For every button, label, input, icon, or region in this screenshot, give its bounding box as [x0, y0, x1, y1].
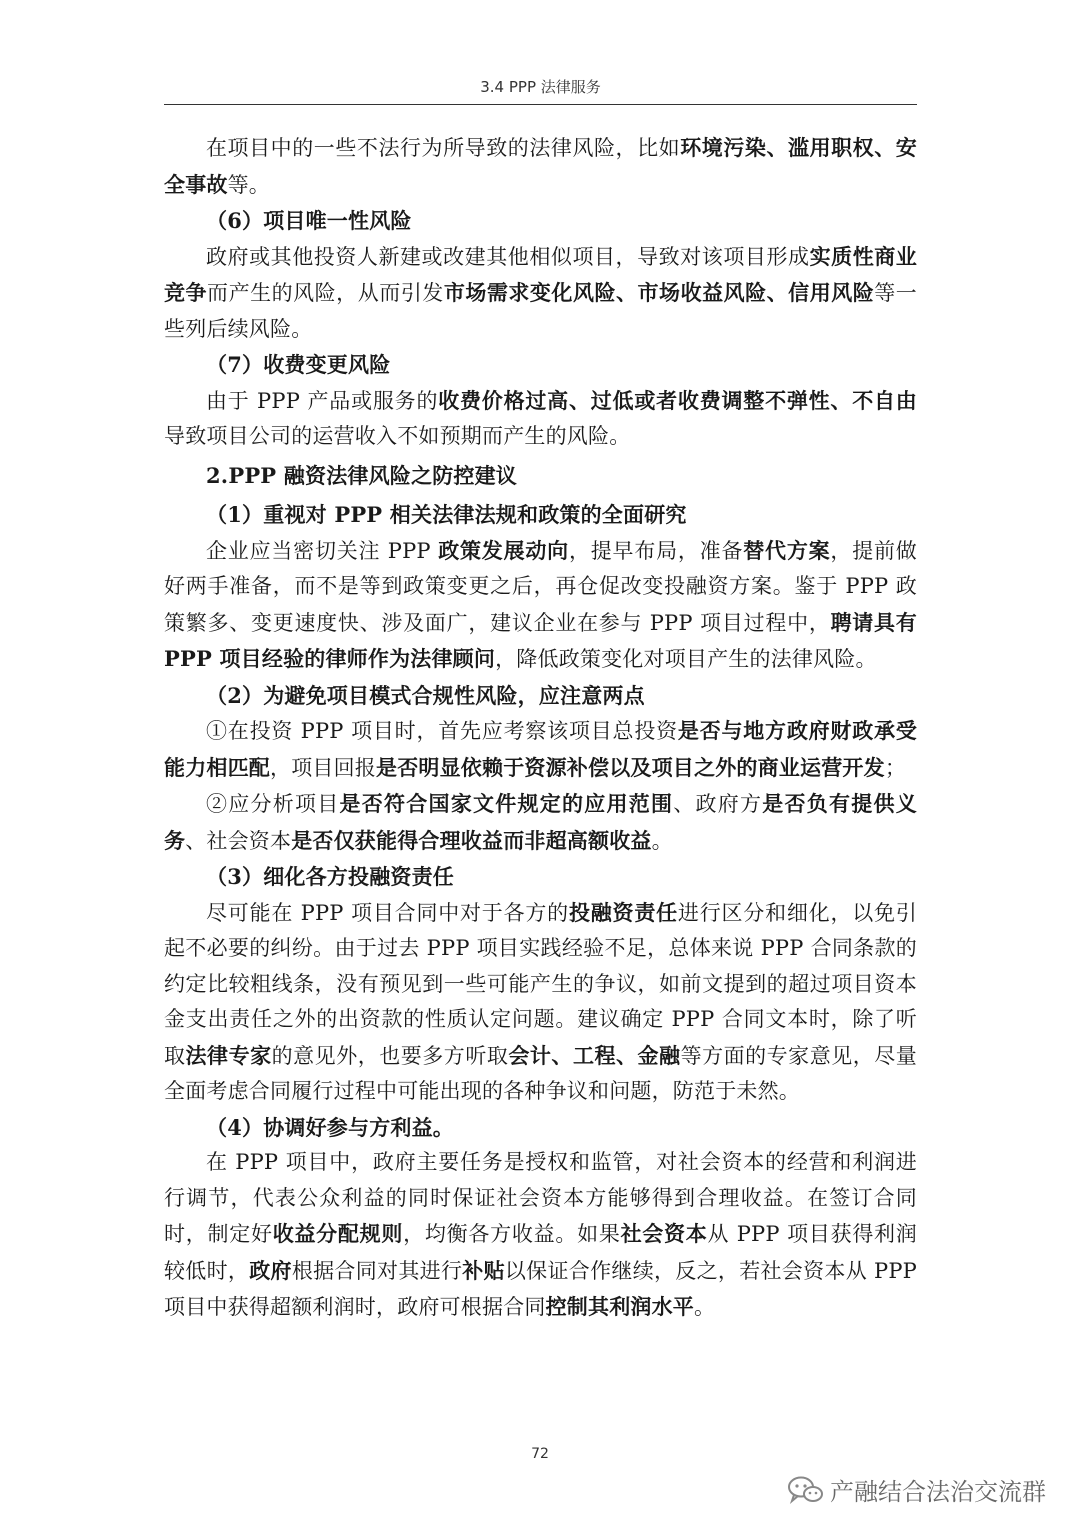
bold-phrase: 是否明显依赖于资源补偿以及项目之外的商业运营开发 — [376, 754, 885, 780]
text-run: ，均衡各方收益。如果 — [403, 1222, 621, 1246]
bold-phrase: 市场需求变化风险、市场收益风险、信用风险 — [443, 280, 875, 305]
watermark — [786, 1472, 1046, 1507]
text-run: （4）协调好参与方利益。 — [206, 1114, 455, 1140]
running-header: 3.4 PPP 法律服务 — [480, 78, 601, 96]
text-run: 等方面的专家意见，尽量全面考虑合同履行过程中可能出现的各种争议和问题，防范于未然。 — [164, 1043, 917, 1103]
text-run: 2.PPP 融资法律风险之防控建议 — [206, 462, 518, 488]
bold-phrase: 是否负有提供义务 — [164, 791, 918, 853]
text-run: ，提前做好两手准备，而不是等到政策变更之后，再仓促改变投融资方案。鉴于 PPP 政策繁多、变更速度快、涉及面广，建议企业在参与 PPP 项目过程中， — [164, 538, 917, 635]
watermark-text: 产融结合法治交流群 — [830, 1478, 1046, 1506]
section-heading — [164, 347, 917, 383]
text-run: 企业应当密切关注 PPP — [206, 538, 439, 563]
section-heading — [164, 1110, 917, 1146]
text-run: 尽可能在 PPP 项目合同中对于各方的 — [206, 900, 569, 925]
page-number: 72 — [531, 1446, 549, 1462]
text-run: 、政府方 — [673, 792, 763, 816]
text-run: 导致项目公司的运营收入不如预期而产生的风险。 — [164, 424, 631, 448]
text-run: ，降低政策变化对项目产生的法律风险。 — [495, 647, 877, 671]
section-heading — [164, 678, 917, 714]
bold-phrase: 会计、工程、金融 — [508, 1042, 681, 1068]
text-run: 在项目中的一些不法行为所导致的法律风险，比如 — [206, 136, 681, 160]
text-run: 在 PPP 项目中，政府主要任务是授权和监管，对社会资本的经营和利润进行调节，代表公众利益的同时保证社会资本方能够得到合理收益。在签订合同时，制定好 — [164, 1150, 917, 1246]
text-run: ，项目回报 — [270, 755, 376, 780]
body-paragraph — [164, 1145, 917, 1326]
bold-phrase: 收益分配规则 — [272, 1221, 404, 1246]
body-paragraph — [164, 383, 917, 455]
text-run: 政府或其他投资人新建或改建其他相似项目，导致对该项目形成 — [206, 244, 810, 269]
text-run: 。 — [694, 1295, 716, 1319]
text-run: ②应分析项目 — [206, 792, 340, 816]
body-paragraph — [164, 533, 917, 678]
body-paragraph — [164, 239, 917, 348]
text-run: （7）收费变更风险 — [206, 352, 391, 377]
text-run: 而产生的风险，从而引发 — [207, 281, 444, 305]
bold-phrase: 收费价格过高、过低或者收费调整不弹性、不自由 — [438, 387, 917, 413]
text-run: 根据合同对其进行 — [291, 1258, 463, 1283]
bold-phrase: 是否仅获能得合理收益而非超高额收益 — [291, 827, 652, 853]
body-paragraph — [164, 786, 917, 859]
bold-phrase: 控制其利润水平 — [545, 1294, 695, 1319]
text-run: 的意见外，也要多方听取 — [271, 1043, 509, 1068]
wechat-icon — [786, 1475, 824, 1505]
bold-phrase: 是否与地方政府财政承受能力相匹配 — [164, 718, 917, 780]
body-paragraph — [164, 130, 917, 203]
bold-phrase: 聘请具有 PPP 项目经验的律师作为法律顾问 — [164, 609, 917, 671]
bold-phrase: 政策发展动向 — [438, 537, 569, 563]
section-heading — [164, 497, 917, 533]
header-rule — [164, 104, 917, 105]
text-run: 以保证合作继续，反之，若社会资本从 PPP 项目中获得超额利润时，政府可根据合同 — [164, 1258, 917, 1319]
document-body — [164, 130, 917, 1326]
text-run: 进行区分和细化，以免引起不必要的纠纷。由于过去 PPP 项目实践经验不足，总体来说 PPP 合同条款的约定比较粗线条，没有预见到一些可能产生的争议，如前文提到的超过项目资本金支出责任之外的出资款的性质认定问题。建议确定 PPP 合同文本时，除了听取 — [164, 900, 918, 1068]
bold-phrase: 投融资责任 — [568, 899, 678, 925]
text-run: 从 PPP 项目获得利润较低时， — [164, 1222, 917, 1283]
bold-phrase: 法律专家 — [185, 1042, 272, 1068]
text-run: 。 — [651, 828, 673, 853]
text-run: （2）为避免项目模式合规性风险，应注意两点 — [206, 682, 645, 708]
section-heading — [164, 203, 917, 239]
section-heading — [164, 859, 917, 895]
text-run: （3）细化各方投融资责任 — [206, 864, 455, 889]
section-heading — [164, 458, 917, 494]
text-run: 等。 — [227, 172, 271, 197]
text-run: 由于 PPP 产品或服务的 — [206, 388, 439, 413]
body-paragraph — [164, 713, 917, 786]
text-run: 、社会资本 — [185, 828, 292, 853]
text-run: （6）项目唯一性风险 — [206, 208, 412, 233]
body-paragraph — [164, 895, 917, 1110]
text-run: ①在投资 PPP 项目时，首先应考察该项目总投资 — [206, 719, 678, 743]
text-run: ； — [884, 755, 907, 780]
text-run: （1）重视对 PPP 相关法律法规和政策的全面研究 — [206, 502, 687, 527]
bold-phrase: 政府 — [249, 1257, 292, 1283]
text-run: ，提早布局，准备 — [568, 538, 744, 563]
bold-phrase: 是否符合国家文件规定的应用范围 — [339, 791, 674, 816]
text-run: 等一些列后续风险。 — [164, 281, 918, 341]
bold-phrase: 社会资本 — [620, 1221, 708, 1246]
bold-phrase: 替代方案 — [743, 537, 831, 563]
bold-phrase: 实质性商业竞争 — [164, 243, 918, 305]
bold-phrase: 环境污染、滥用职权、安全事故 — [164, 135, 917, 197]
bold-phrase: 补贴 — [462, 1257, 505, 1283]
